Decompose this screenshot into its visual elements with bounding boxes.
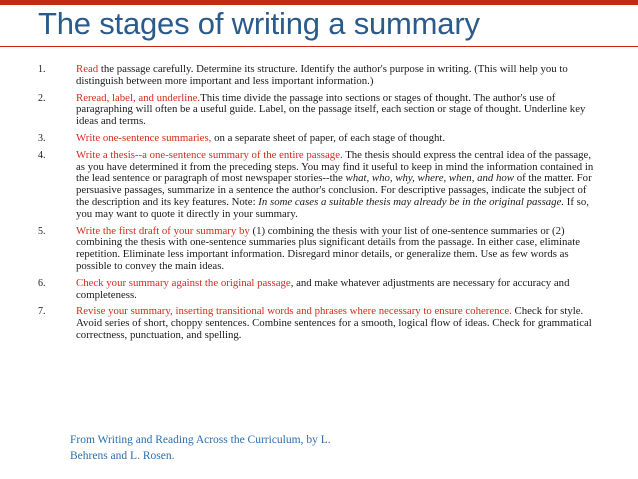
item-lead: Read: [76, 63, 99, 75]
item-number: 5.: [38, 225, 46, 237]
item-body: of the matter. For persuasive passages, summarize in a sentence the author's conclusion. For descriptive passages, indicate the subject of the description and its key features. Note:: [76, 172, 592, 208]
item-number: 1.: [38, 64, 46, 75]
item-number: 7.: [38, 306, 46, 318]
item-number: 6.: [38, 277, 46, 289]
list-item: [38, 64, 598, 88]
item-body: (1) combining the thesis with your list of one-sentence summaries or (2) combining the thesis with one-sentence summaries plus significant details from the passage. In either case, eliminate repetition. Eliminate less important information. Disregard minor details, or generalize them. Use as few words as possible to convey the main ideas.: [76, 224, 581, 272]
item-text: [76, 150, 598, 221]
item-text: [76, 278, 598, 302]
item-lead: Write the first draft of your summary by: [76, 224, 250, 237]
item-emphasis: In some cases a suitable thesis may already be in the original passage.: [258, 195, 565, 208]
list-item: [38, 133, 598, 145]
item-number: 3.: [38, 132, 46, 144]
item-lead: Write one-sentence summaries,: [76, 131, 212, 144]
item-body: Check for style. Avoid series of short, choppy sentences. Combine sentences for a smooth, logical flow of ideas. Check for grammatical correctness, punctuation, and spelling.: [76, 305, 592, 341]
item-text: [76, 306, 598, 341]
item-body: The thesis should express the central idea of the passage, as you have determined it from the preceding steps. You may find it useful to keep in mind the information contained in the lead sentence or paragraph of most newspaper stories--the: [76, 148, 594, 185]
item-body: , and make whatever adjustments are necessary for accuracy and completeness.: [76, 276, 570, 301]
item-body: on a separate sheet of paper, of each stage of thought.: [211, 131, 446, 144]
list-item: [38, 306, 598, 341]
source-citation: [70, 432, 331, 464]
list-item: [38, 150, 598, 221]
item-body: the passage carefully. Determine its structure. Identify the author's purpose in writing. (This will help you to distinguish between more important and less important information.): [76, 63, 568, 87]
item-body: This time divide the passage into sections or stages of thought. The author's use of paragraphing will often be a useful guide. Label, on the passage itself, each section or stage of thought. Underline key ideas and terms.: [76, 91, 586, 128]
top-rule: [0, 0, 638, 5]
source-line: From Writing and Reading Across the Curriculum, by L.: [70, 434, 331, 446]
item-lead: Write a thesis--a one-sentence summary of the entire passage.: [76, 148, 343, 161]
item-lead: Reread, label, and underline.: [76, 91, 201, 104]
item-text: [76, 64, 598, 88]
stages-list: [38, 64, 598, 342]
list-item: [38, 226, 598, 273]
item-number: 4.: [38, 149, 46, 161]
list-item: [38, 93, 598, 128]
title-divider: [0, 46, 638, 47]
slide-title: The stages of writing a summary: [38, 6, 480, 41]
item-text: [76, 226, 598, 273]
item-emphasis: what, who, why, where, when, and how: [345, 172, 514, 185]
list-item: [38, 278, 598, 302]
item-text: [76, 133, 598, 145]
item-lead: Check your summary against the original passage: [76, 276, 291, 289]
source-line: Behrens and L. Rosen.: [70, 450, 175, 462]
item-lead: Revise your summary, inserting transitional words and phrases where necessary to ensure coherence.: [76, 305, 512, 318]
item-number: 2.: [38, 92, 46, 104]
item-body: If so, you may want to quote it directly in your summary.: [76, 195, 589, 220]
item-text: [76, 93, 598, 128]
